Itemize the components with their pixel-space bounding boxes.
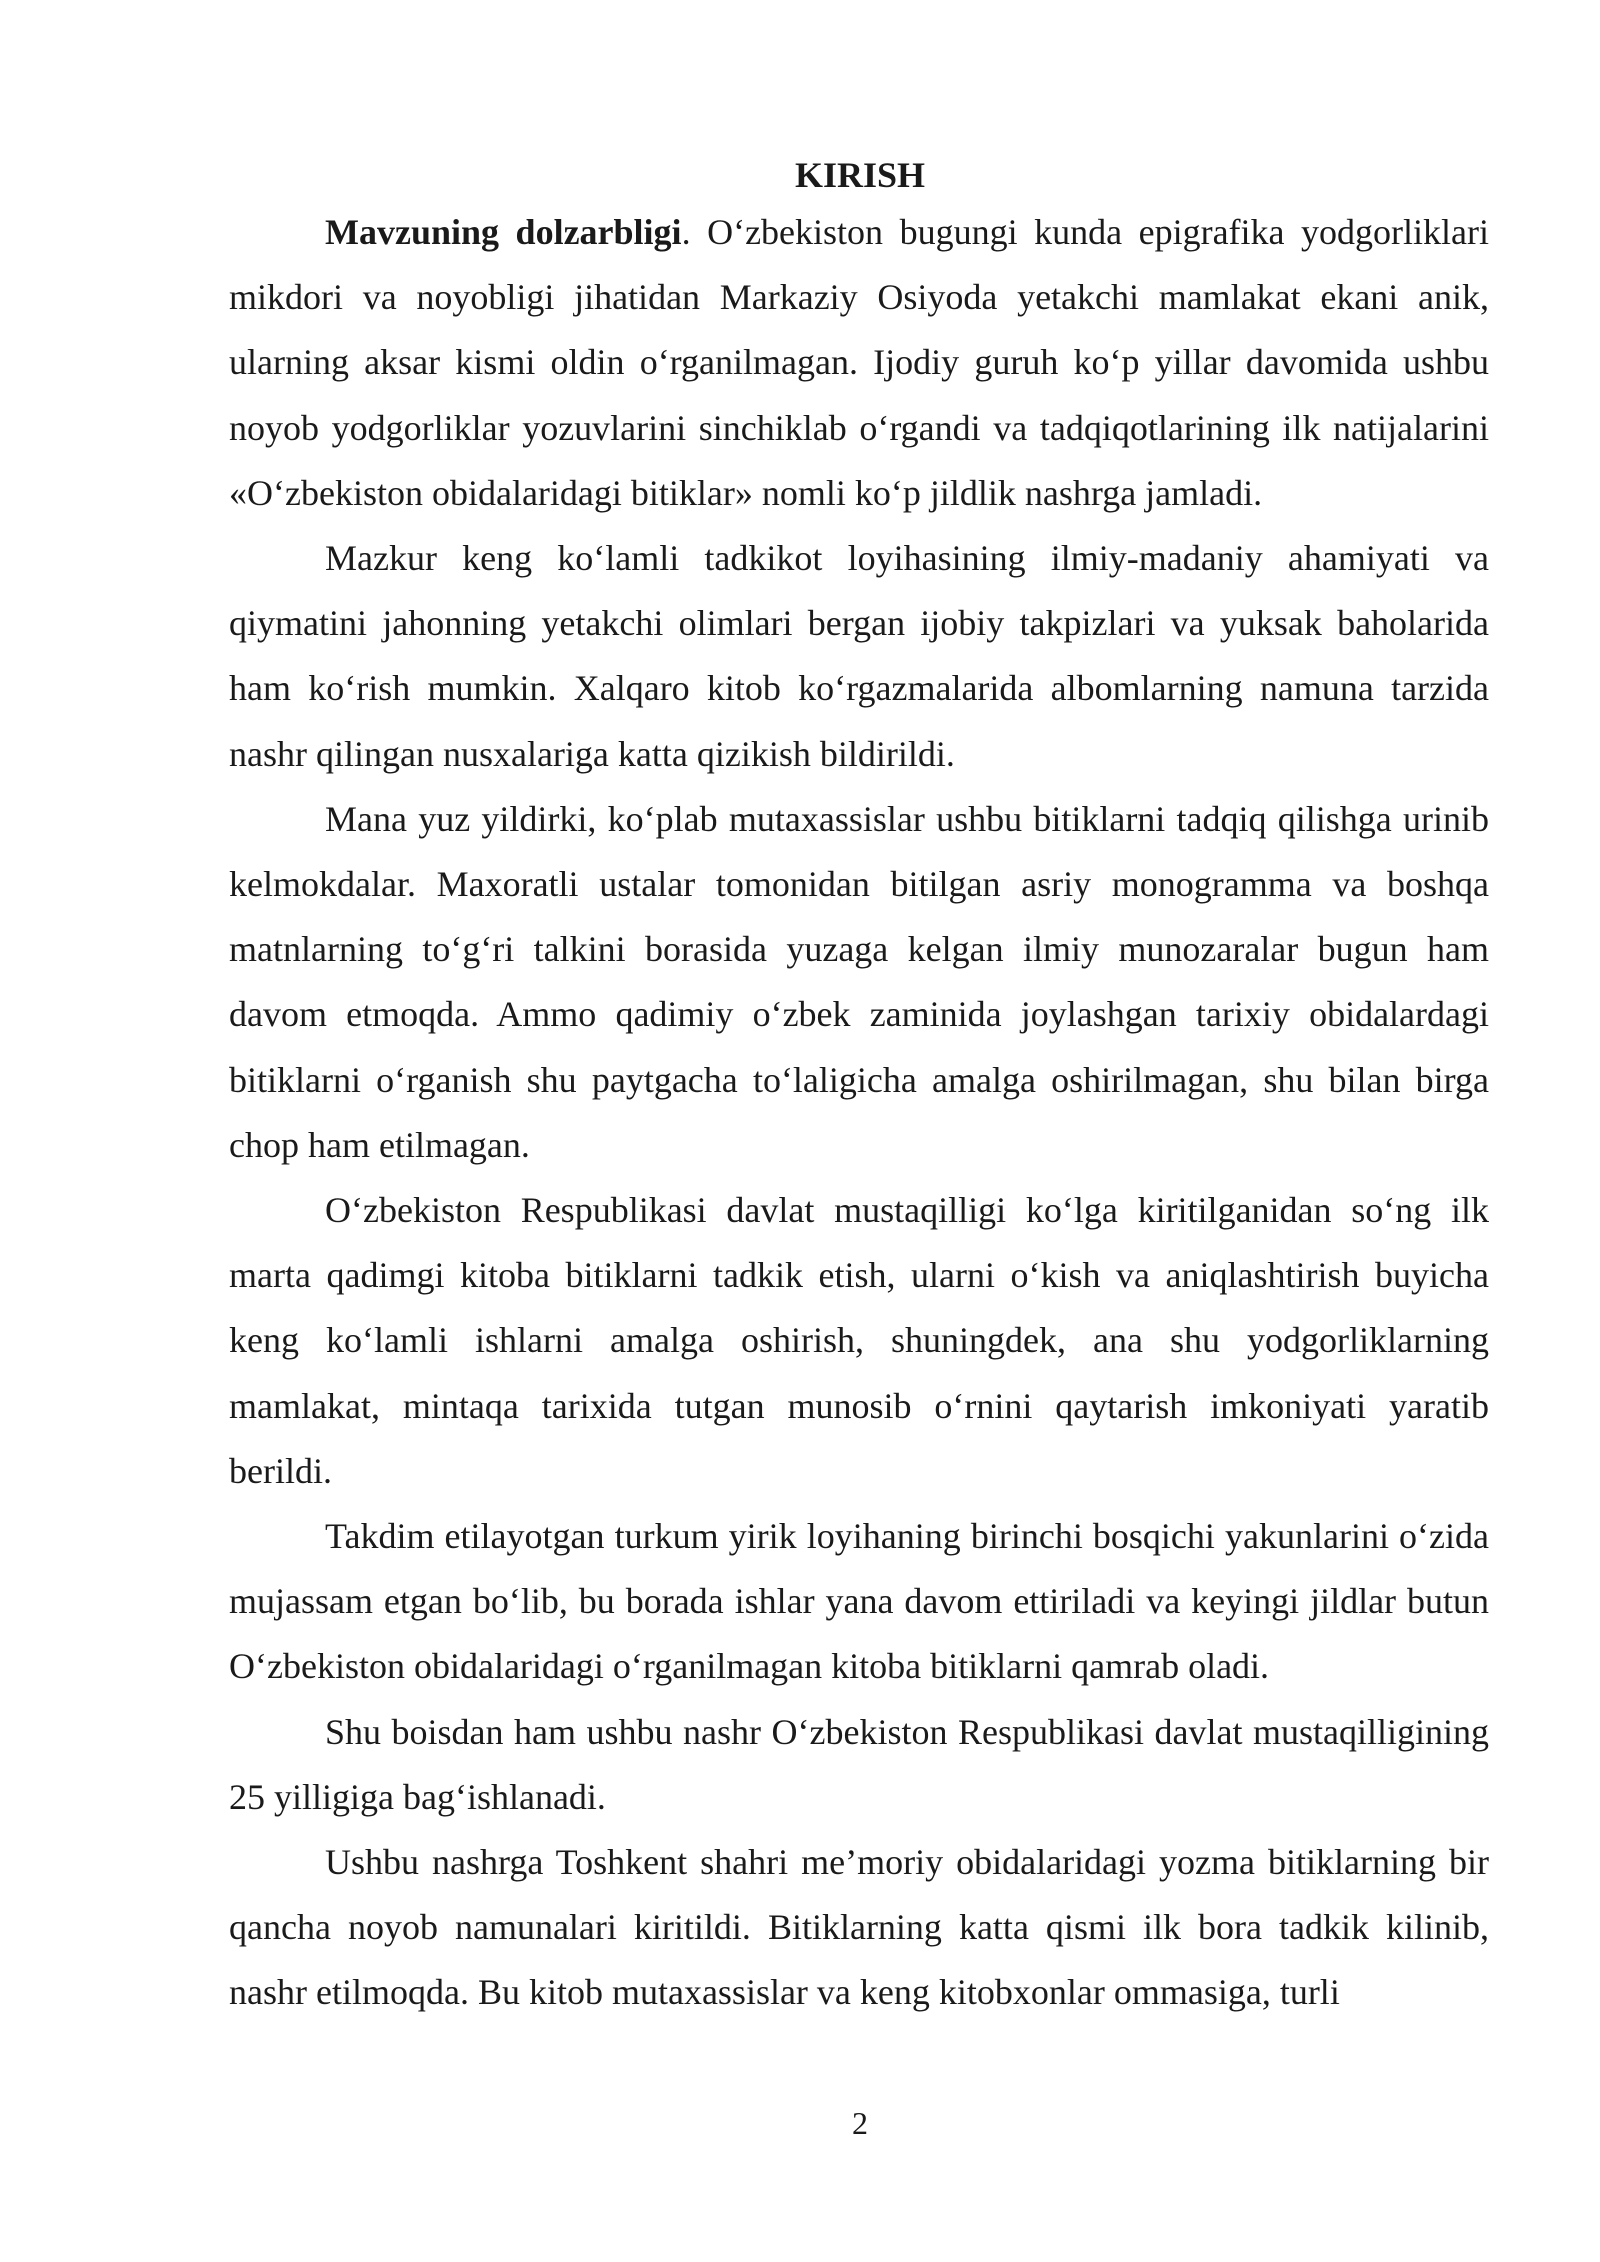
page-title: KIRISH [794, 155, 926, 195]
paragraph: Takdim etilayotgan turkum yirik loyihaning birinchi bosqichi yakunlarini o‘zida mujassam etgan bo‘lib, bu borada ishlar yana davom ettiriladi va keyingi jildlar butun O‘zbekiston obidalaridagi o‘rganilmagan kitoba bitiklarni qamrab oladi. [229, 1516, 1489, 1687]
paragraph: Mana yuz yildirki, ko‘plab mutaxassislar ushbu bitiklarni tadqiq qilishga urinib kelmokdalar. Maxoratli ustalar tomonidan bitilgan asriy monogramma va boshqa matnlarning to‘g‘ri talkini borasida yuzaga kelgan ilmiy munozaralar bugun ham davom etmoqda. Ammo qadimiy o‘zbek zaminida joylashgan tarixiy obidalardagi bitiklarni o‘rganish shu paytgacha to‘laligicha amalga oshirilmagan, shu bilan birga chop ham etilmagan. [229, 798, 1489, 1165]
paragraph: Mazkur keng ko‘lamli tadkikot loyihasining ilmiy-madaniy ahamiyati va qiymatini jahonning yetakchi olimlari bergan ijobiy takpizlari va yuksak baholarida ham ko‘rish mumkin. Xalqaro kitob ko‘rgazmalarida albomlarning namuna tarzida nashr qilingan nusxalariga katta qizikish bildirildi. [229, 538, 1489, 774]
paragraph: Ushbu nashrga Toshkent shahri me’moriy obidalaridagi yozma bitiklarning bir qancha noyob namunalari kiritildi. Bitiklarning katta qismi ilk bora tadkik kilinib, nashr etilmoqda. Bu kitob mutaxassislar va keng kitobxonlar ommasiga, turli [229, 1842, 1489, 2013]
paragraph: O‘zbekiston Respublikasi davlat mustaqilligi ko‘lga kiritilganidan so‘ng ilk marta qadimgi kitoba bitiklarni tadkik etish, ularni o‘kish va aniqlashtirish buyicha keng ko‘lamli ishlarni amalga oshirish, shuningdek, ana shu yodgorliklarning mamlakat, mintaqa tarixida tutgan munosib o‘rnini qaytarish imkoniyati yaratib berildi. [229, 1190, 1489, 1491]
paragraph-text: . O‘zbekiston bugungi kunda epigrafika yodgorliklari mikdori va noyobligi jihatidan Markaziy Osiyoda yetakchi mamlakat ekani anik, ularning aksar kismi oldin o‘rganilmagan. Ijodiy guruh ko‘p yillar davomida ushbu noyob yodgorliklar yozuvlarini sinchiklab o‘rgandi va tadqiqotlarining ilk natijalarini «O‘zbekiston obidalaridagi bitiklar» nomli ko‘p jildlik nashrga jamladi. [229, 212, 1489, 513]
paragraph: Shu boisdan ham ushbu nashr O‘zbekiston Respublikasi davlat mustaqilligining 25 yilligiga bag‘ishlanadi. [229, 1711, 1489, 1817]
paragraph-relevance [229, 200, 1489, 526]
page-number: 2 [852, 2105, 868, 2141]
paragraph-lead: Mavzuning dolzarbligi [325, 212, 682, 252]
document-body [229, 150, 1489, 2026]
